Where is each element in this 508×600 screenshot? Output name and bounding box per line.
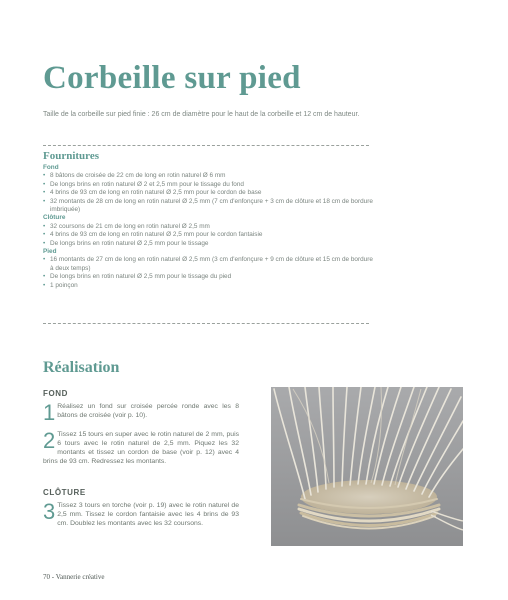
intro-text: Taille de la corbeille sur pied finie : 26 cm de diamètre pour le haut de la corbeille et 12 cm de hauteur.	[43, 111, 360, 118]
section-label-fond: FOND	[43, 389, 69, 398]
step-text: Tissez 15 tours en super avec le rotin naturel de 2 mm, puis 6 tours avec le rotin naturel de 2,5 mm. Piquez les 32 montants et tissez un cordon de base (voir p. 12) avec 4 brins de 93 cm. Redressez les montants.	[43, 431, 239, 465]
group-label: Pied	[43, 248, 57, 256]
bullet-icon: •	[43, 222, 46, 230]
divider-top	[43, 145, 369, 146]
realisation-heading: Réalisation	[43, 359, 120, 376]
divider-bottom	[43, 323, 369, 324]
list-item: • 32 coursons de 21 cm de long en rotin naturel Ø 2,5 mm	[43, 222, 210, 230]
page-footer: 70 - Vannerie créative	[43, 573, 105, 581]
bullet-icon: •	[43, 197, 46, 205]
group-label: Clôture	[43, 214, 66, 222]
step-number: 1	[43, 400, 56, 425]
fournitures-heading: Fournitures	[43, 150, 100, 162]
bullet-icon: •	[43, 231, 46, 239]
bullet-icon: •	[43, 273, 46, 281]
step-1	[43, 402, 239, 423]
list-item: • 8 bâtons de croisée de 22 cm de long en rotin naturel Ø 6 mm	[43, 172, 226, 180]
bullet-icon: •	[43, 281, 46, 289]
list-item: • 4 brins de 93 cm de long en rotin naturel Ø 2,5 mm pour le cordon fantaisie	[43, 231, 263, 239]
list-item: • De longs brins en rotin naturel Ø 2 et 2,5 mm pour le tissage du fond	[43, 180, 244, 188]
group-label: Fond	[43, 164, 59, 171]
list-item: • 1 poinçon	[43, 281, 78, 289]
step-text: Réalisez un fond sur croisée percée ronde avec les 8 bâtons de croisée (voir p. 10).	[57, 403, 239, 419]
step-number: 2	[43, 428, 56, 453]
step-number: 3	[43, 499, 56, 524]
fournitures-list	[43, 164, 373, 290]
bullet-icon: •	[43, 256, 46, 264]
step-2	[43, 430, 239, 466]
section-label-cloture: CLÔTURE	[43, 488, 86, 497]
bullet-icon: •	[43, 180, 46, 188]
list-item: • 4 brins de 93 cm de long en rotin naturel Ø 2,5 mm pour le cordon de base	[43, 189, 262, 197]
step-3	[43, 501, 239, 528]
basket-photo	[271, 387, 463, 546]
list-item: • De longs brins en rotin naturel Ø 2,5 mm pour le tissage du pied	[43, 273, 232, 281]
page-title: Corbeille sur pied	[43, 60, 301, 96]
list-item: • 16 montants de 27 cm de long en rotin naturel Ø 2,5 mm (3 cm d'enfonçure + 9 cm de clôture et 15 cm de bordure à deux temps)	[43, 256, 373, 272]
bullet-icon: •	[43, 189, 46, 197]
step-text: Tissez 3 tours en torche (voir p. 19) avec le rotin naturel de 2,5 mm. Tissez le cordon fantaisie avec les 4 brins de 93 cm. Doublez les montants avec les 32 coursons.	[57, 502, 239, 527]
list-item: • 32 montants de 28 cm de long en rotin naturel Ø 2,5 mm (7 cm d'enfonçure + 3 cm de clôture et 18 cm de bordure imbriquée)	[43, 197, 373, 214]
bullet-icon: •	[43, 239, 46, 247]
bullet-icon: •	[43, 172, 46, 180]
list-item: • De longs brins en rotin naturel Ø 2,5 mm pour le tissage	[43, 239, 209, 247]
